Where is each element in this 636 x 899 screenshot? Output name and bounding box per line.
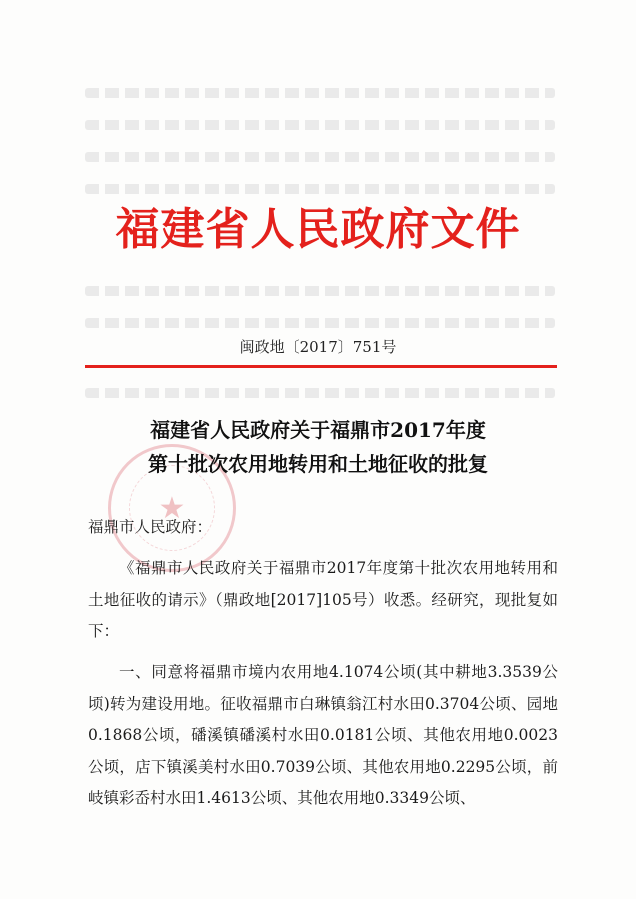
show-through-text (85, 184, 555, 194)
red-divider (85, 365, 557, 368)
show-through-text (85, 388, 555, 398)
star-icon: ★ (158, 491, 186, 526)
show-through-text (85, 152, 555, 162)
show-through-text (85, 88, 555, 98)
paragraph-request-reference: 《福鼎市人民政府关于福鼎市2017年度第十批次农用地转用和土地征收的请示》（鼎政地[2017]105号）收悉。经研究，现批复如下： (88, 559, 558, 640)
show-through-text (85, 120, 555, 130)
document-title (0, 413, 636, 481)
paragraph-approval-item-1: 一、同意将福鼎市境内农用地4.1074公顷(其中耕地3.3539公顷)转为建设用地。征收福鼎市白琳镇翁江村水田0.3704公顷、园地0.1868公顷，磻溪镇磻溪村水田0.0181公顷、其他农用地0.0023公顷，店下镇溪美村水田0.7039公顷、其他农用地0.2295公顷，前岐镇彩岙村水田1.4613公顷、其他农用地0.3349公顷、 (88, 663, 558, 807)
show-through-text (85, 318, 555, 328)
title-line-2: 第十批次农用地转用和土地征收的批复 (148, 452, 488, 476)
addressee: 福鼎市人民政府： (88, 518, 213, 536)
show-through-text (85, 286, 555, 296)
document-number: 闽政地〔2017〕751号 (239, 338, 397, 356)
issuer-header: 福建省人民政府文件 (115, 204, 521, 255)
title-line-1: 福建省人民政府关于福鼎市2017年度 (150, 418, 486, 442)
